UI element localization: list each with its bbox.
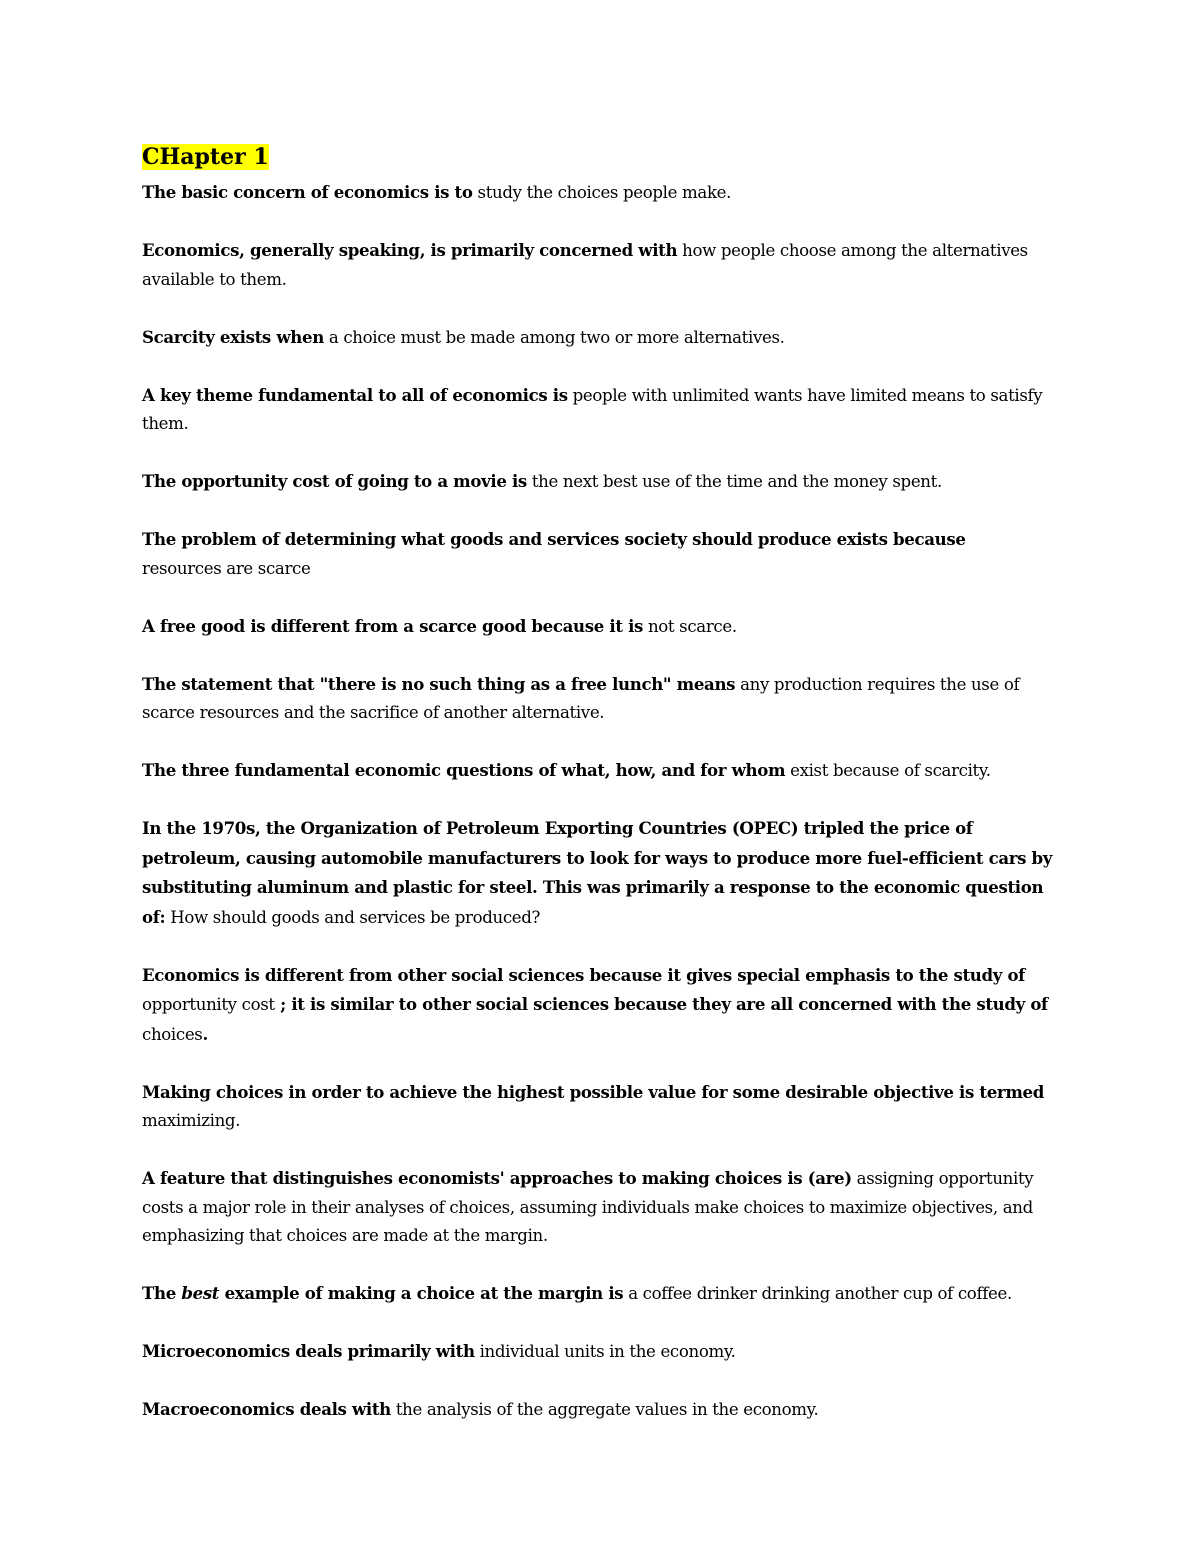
answer-text: exist because of scarcity. bbox=[785, 761, 991, 780]
question-text: The three fundamental economic questions of what, how, and for whom bbox=[142, 760, 786, 780]
question-text: Scarcity exists when bbox=[142, 326, 324, 347]
question-text: Economics, generally speaking, is primarily concerned with bbox=[142, 240, 678, 260]
qa-paragraph-2 bbox=[142, 236, 1062, 294]
answer-text: a coffee drinker drinking another cup of coffee. bbox=[623, 1284, 1012, 1303]
answer-text: not scarce. bbox=[643, 616, 737, 636]
qa-paragraph-1 bbox=[142, 178, 1062, 208]
qa-paragraph-10 bbox=[142, 814, 1062, 932]
qa-paragraph-13 bbox=[142, 1164, 1062, 1251]
qa-paragraph-16 bbox=[142, 1395, 1062, 1425]
answer-text: a choice must be made among two or more alternatives. bbox=[323, 327, 785, 347]
answer-text: study the choices people make. bbox=[472, 183, 732, 202]
answer-text: opportunity cost bbox=[142, 995, 275, 1014]
question-text: Making choices in order to achieve the highest possible value for some desirable objective is termed bbox=[142, 1081, 1044, 1102]
qa-paragraph-9 bbox=[142, 756, 1062, 786]
qa-paragraph-3 bbox=[142, 323, 1062, 353]
question-text: In the 1970s, the Organization of Petroleum Exporting Countries (OPEC) tripled the price of petroleum, causing automobile manufacturers to look for ways to produce more fuel-efficient cars by substituting aluminum and plastic for steel. This was primarily a response to the economic question of: bbox=[142, 818, 1053, 927]
qa-paragraph-4 bbox=[142, 381, 1062, 439]
chapter-title-text: CHapter 1 bbox=[142, 144, 269, 170]
answer-text: maximizing. bbox=[142, 1111, 241, 1130]
question-text: The bbox=[142, 1283, 182, 1303]
answer-text: any production requires the use of scarce resources and the sacrifice of another alternative. bbox=[142, 674, 1020, 722]
answer-text: assigning opportunity costs a major role in their analyses of choices, assuming individuals make choices to maximize objectives, and emphasizing that choices are made at the margin. bbox=[142, 1169, 1034, 1245]
answer-text-continued: choices bbox=[142, 1024, 203, 1044]
answer-text: the analysis of the aggregate values in the economy. bbox=[390, 1400, 819, 1419]
question-text: The basic concern of economics is to bbox=[142, 182, 473, 202]
chapter-title bbox=[142, 140, 1062, 174]
question-text: Economics is different from other social sciences because it gives special emphasis to the study of bbox=[142, 964, 1025, 985]
qa-paragraph-14 bbox=[142, 1279, 1062, 1309]
question-text-end: . bbox=[202, 1023, 208, 1044]
question-text: The opportunity cost of going to a movie is bbox=[142, 471, 527, 491]
question-text: Macroeconomics deals with bbox=[142, 1399, 391, 1419]
question-text: The problem of determining what goods and services society should produce exists because bbox=[142, 529, 966, 549]
qa-paragraph-11 bbox=[142, 961, 1062, 1050]
answer-text: individual units in the economy. bbox=[474, 1342, 736, 1361]
qa-paragraph-7 bbox=[142, 612, 1062, 642]
question-text: The statement that "there is no such thing as a free lunch" means bbox=[142, 673, 736, 694]
question-text: A free good is different from a scarce good because it is bbox=[142, 615, 644, 636]
qa-paragraph-15 bbox=[142, 1337, 1062, 1367]
answer-text: how people choose among the alternatives available to them. bbox=[142, 241, 1028, 289]
question-text-continued: ; it is similar to other social sciences because they are all concerned with the study of bbox=[274, 994, 1048, 1014]
answer-text: resources are scarce bbox=[142, 558, 311, 578]
qa-paragraph-6 bbox=[142, 525, 1062, 583]
qa-paragraph-8 bbox=[142, 670, 1062, 728]
qa-paragraph-5 bbox=[142, 467, 1062, 497]
answer-text: people with unlimited wants have limited means to satisfy them. bbox=[142, 385, 1043, 433]
emphasis-text: best bbox=[181, 1283, 220, 1303]
question-text-continued: example of making a choice at the margin is bbox=[219, 1283, 624, 1303]
question-text: A feature that distinguishes economists' approaches to making choices is (are) bbox=[142, 1168, 852, 1188]
answer-text: How should goods and services be produced? bbox=[165, 907, 541, 927]
answer-text: the next best use of the time and the money spent. bbox=[526, 472, 942, 491]
qa-paragraph-12 bbox=[142, 1078, 1062, 1136]
document-page bbox=[142, 140, 1062, 1453]
question-text: Microeconomics deals primarily with bbox=[142, 1341, 475, 1361]
question-text: A key theme fundamental to all of economics is bbox=[142, 384, 568, 405]
